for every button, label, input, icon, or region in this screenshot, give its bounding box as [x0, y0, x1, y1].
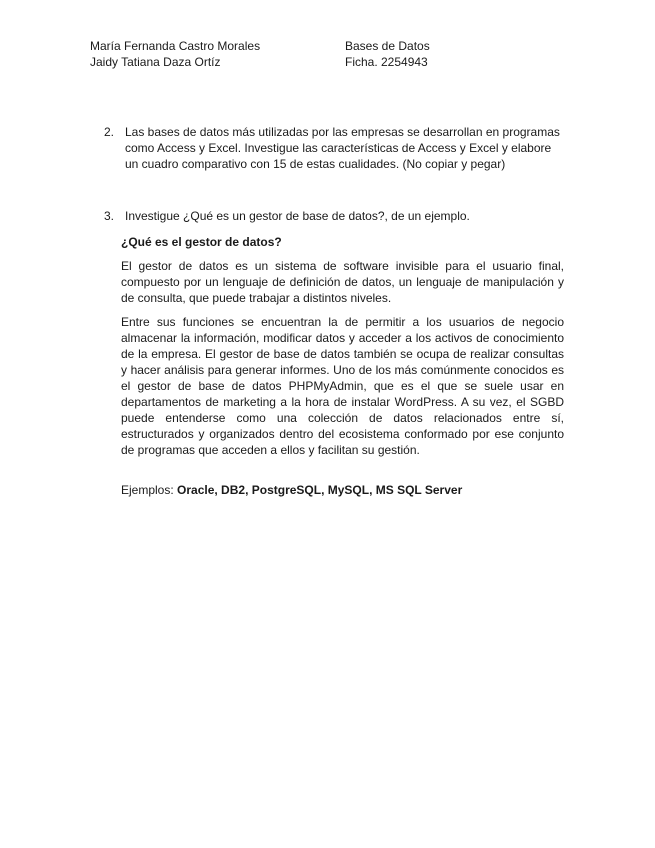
answer-heading: ¿Qué es el gestor de datos? [121, 235, 282, 249]
examples-list: Oracle, DB2, PostgreSQL, MySQL, MS SQL Server [177, 483, 463, 497]
answer-paragraph-1: El gestor de datos es un sistema de software invisible para el usuario final, compuesto por un lenguaje de definición de datos, un lenguaje de manipulación y de consulta, que puede trabajar a distintos niveles. [121, 259, 564, 305]
list-item-3 [104, 208, 564, 224]
author-name-1: María Fernanda Castro Morales [90, 39, 261, 53]
item-number: 3. [104, 209, 115, 223]
header-row-1 [90, 38, 595, 54]
answer-paragraph-1-block [121, 258, 564, 306]
item-number: 2. [104, 125, 115, 139]
course-name: Bases de Datos [345, 39, 430, 53]
answer-heading-block [121, 234, 564, 250]
ficha-number: Ficha. 2254943 [345, 55, 428, 69]
item-text: Investigue ¿Qué es un gestor de base de datos?, de un ejemplo. [125, 209, 470, 223]
examples-line [121, 482, 564, 498]
answer-paragraph-2: Entre sus funciones se encuentran la de permitir a los usuarios de negocio almacenar la información, modificar datos y acceder a los activos de conocimiento de la empresa. El gestor de base de datos también se ocupa de realizar consultas y hacer análisis para generar informes. Uno de los más comúnmente conocidos es el gestor de base de datos PHPMyAdmin, que es el que se suele usar en departamentos de marketing a la hora de instalar WordPress. A su vez, el SGBD puede entenderse como una colección de datos relacionados entre sí, estructurados y organizados dentro del ecosistema conformado por ese conjunto de programas que acceden a ellos y facilitan su gestión. [121, 315, 564, 457]
list-item-2 [104, 124, 564, 172]
author-name-2: Jaidy Tatiana Daza Ortíz [90, 55, 221, 69]
answer-paragraph-2-block [121, 314, 564, 458]
examples-label: Ejemplos: [121, 483, 178, 497]
item-text: Las bases de datos más utilizadas por las empresas se desarrollan en programas como Access y Excel. Investigue las características de Access y Excel y elabore un cuadro comparativo con 15 de estas cualidades. (No copiar y pegar) [125, 125, 560, 171]
document-header [90, 38, 595, 70]
header-row-2 [90, 54, 595, 70]
